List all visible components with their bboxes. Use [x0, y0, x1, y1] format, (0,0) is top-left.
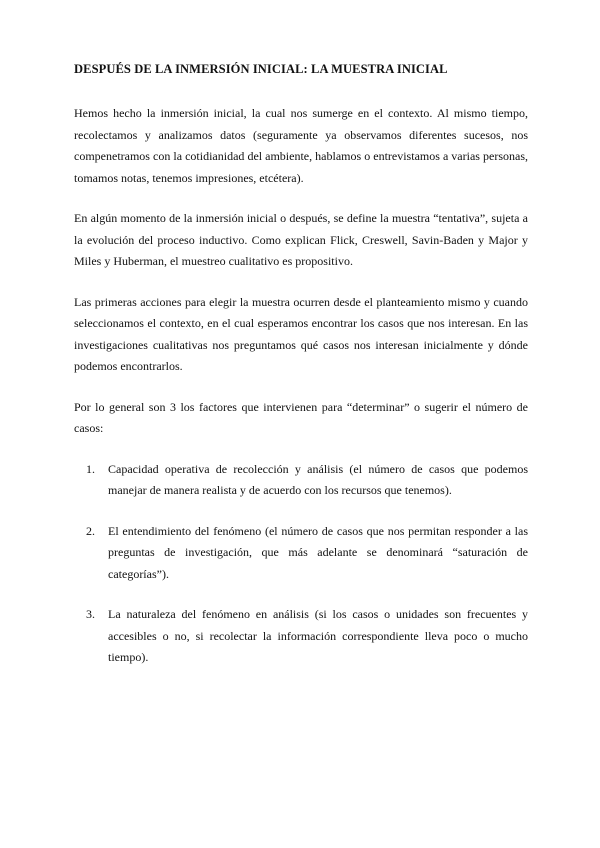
paragraph-muestra-tentativa: En algún momento de la inmersión inicial o después, se define la muestra “tentativa”, sujeta a la evolución del proceso inductivo. Como explican Flick, Creswell, Savin-Baden y Major y Miles y Huberman, el muestreo cualitativo es propositivo. — [74, 211, 528, 268]
list-item-number: 3. — [86, 607, 95, 621]
paragraph-inmersion: Hemos hecho la inmersión inicial, la cual nos sumerge en el contexto. Al mismo tiempo, recolectamos y analizamos datos (seguramente ya observamos diferentes sucesos, nos compenetramos con la cotidianidad del ambiente, hablamos o entrevistamos a varias personas, tomamos notas, tenemos impresiones, etcétera). — [74, 106, 528, 185]
list-item — [74, 459, 528, 502]
list-item-number: 1. — [86, 461, 95, 476]
list-item-text: Capacidad operativa de recolección y análisis (el número de casos que podemos manejar de manera realista y de acuerdo con los recursos que tenemos). — [108, 461, 528, 497]
paragraph-factores-intro: Por lo general son 3 los factores que intervienen para “determinar” o sugerir el número de casos: — [74, 399, 528, 435]
list-item-text: La naturaleza del fenómeno en análisis (si los casos o unidades son frecuentes y accesibles o no, si recolectar la información correspondiente lleva poco o mucho tiempo). — [108, 607, 528, 664]
document-page — [74, 62, 528, 688]
list-item-number: 2. — [86, 523, 95, 538]
paragraph-primeras-acciones: Las primeras acciones para elegir la muestra ocurren desde el planteamiento mismo y cuando seleccionamos el contexto, en el cual esperamos encontrar los casos que nos interesan. En las investigaciones cualitativas nos preguntamos qué casos nos interesan inicialmente y dónde podemos encontrarlos. — [74, 294, 528, 373]
factors-list — [74, 459, 528, 669]
document-title: DESPUÉS DE LA INMERSIÓN INICIAL: LA MUESTRA INICIAL — [74, 62, 448, 76]
list-item — [74, 521, 528, 586]
list-item — [74, 604, 528, 669]
list-item-text: El entendimiento del fenómeno (el número de casos que nos permitan responder a las preguntas de investigación, que más adelante se denominará “saturación de categorías”). — [108, 523, 528, 581]
